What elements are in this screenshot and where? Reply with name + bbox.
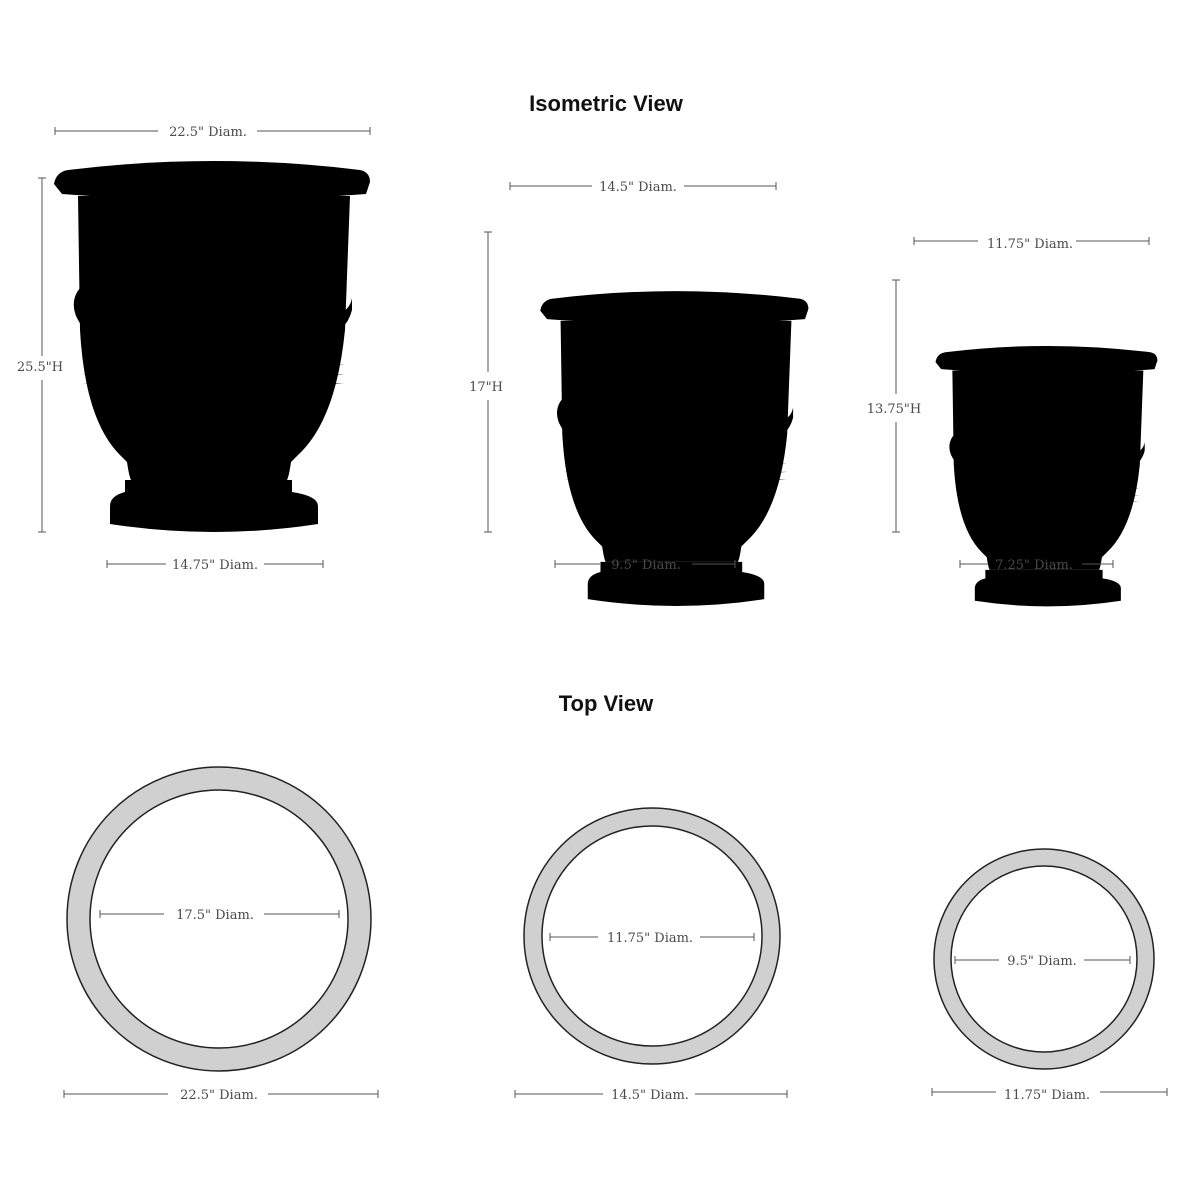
height-dimension-medium — [469, 232, 503, 532]
top-view-small — [932, 849, 1167, 1103]
outer-diam-label-small: 11.75" Diam. — [1003, 1088, 1091, 1103]
height-label-small: 13.75"H — [866, 402, 922, 417]
top-diam-label-large: 22.5" Diam. — [169, 125, 247, 140]
height-label-large: 25.5"H — [16, 360, 64, 375]
urn-large-drawing — [54, 161, 370, 532]
top-diam-dimension-large — [55, 125, 370, 140]
outer-diam-label-medium: 14.5" Diam. — [611, 1088, 689, 1103]
top-diam-label-small: 11.75" Diam. — [986, 237, 1074, 252]
isometric-view-title: Isometric View — [529, 91, 683, 116]
inner-diam-label-small: 9.5" Diam. — [1007, 954, 1077, 969]
top-diam-dimension-medium — [510, 180, 776, 195]
top-view-medium — [515, 808, 787, 1103]
top-diam-label-medium: 14.5" Diam. — [599, 180, 677, 195]
base-diam-label-large: 14.75" Diam. — [171, 558, 259, 573]
height-dimension-small — [867, 280, 922, 532]
height-dimension-large — [17, 178, 63, 532]
top-view-title: Top View — [558, 691, 654, 716]
base-diam-dimension-large — [107, 558, 323, 573]
outer-diam-label-large: 22.5" Diam. — [180, 1088, 258, 1103]
base-diam-label-medium: 9.5" Diam. — [611, 558, 681, 573]
top-view-large — [64, 767, 378, 1103]
inner-diam-label-medium: 11.75" Diam. — [606, 931, 694, 946]
top-diam-dimension-small — [914, 237, 1149, 252]
inner-diam-label-large: 17.5" Diam. — [176, 908, 254, 923]
height-label-medium: 17"H — [469, 380, 503, 395]
urn-small — [867, 237, 1158, 606]
base-diam-label-small: 7.25" Diam. — [995, 558, 1073, 573]
urn-medium — [469, 180, 808, 606]
urn-large — [17, 125, 370, 573]
